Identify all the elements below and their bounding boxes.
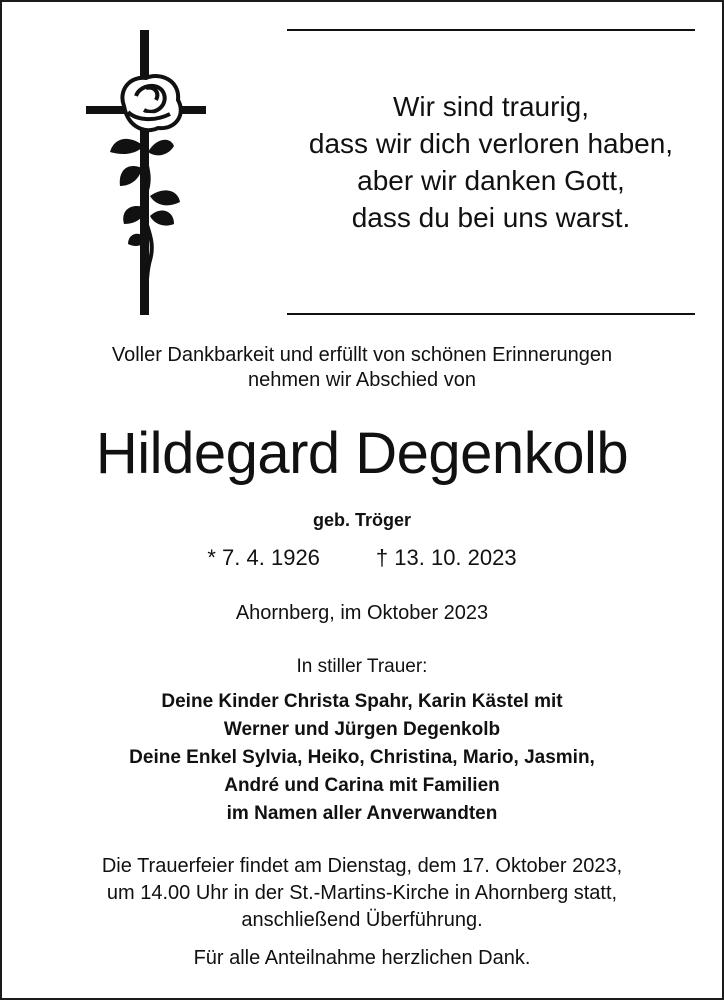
bottom-divider <box>287 313 695 315</box>
intro-line: nehmen wir Abschied von <box>248 369 476 391</box>
birth-date: * 7. 4. 1926 <box>207 545 320 570</box>
mourners-list <box>2 688 722 828</box>
mourners-label: In stiller Trauer: <box>296 656 428 677</box>
mourners-line: Deine Kinder Christa Spahr, Karin Kästel mit <box>161 691 563 712</box>
intro-text <box>2 343 722 393</box>
service-info <box>2 853 722 934</box>
deceased-name: Hildegard Degenkolb <box>95 421 629 486</box>
birth-name: geb. Tröger <box>312 510 411 530</box>
closing-thanks: Für alle Anteilnahme herzlichen Dank. <box>193 947 531 969</box>
service-line: anschließend Überführung. <box>241 909 483 931</box>
poem <box>287 88 695 236</box>
place-and-date: Ahornberg, im Oktober 2023 <box>235 602 489 624</box>
intro-line: Voller Dankbarkeit und erfüllt von schönen Erinnerungen <box>111 344 613 366</box>
top-divider <box>287 29 695 31</box>
mourners-line: Werner und Jürgen Degenkolb <box>223 719 501 740</box>
service-line: um 14.00 Uhr in der St.-Martins-Kirche in Ahornberg statt, <box>106 882 618 904</box>
poem-line: Wir sind traurig, <box>392 91 590 122</box>
death-date: † 13. 10. 2023 <box>375 545 517 570</box>
cross-with-rose-icon <box>84 28 209 318</box>
poem-line: dass du bei uns warst. <box>351 202 631 233</box>
poem-line: aber wir danken Gott, <box>357 165 625 196</box>
mourners-line: André und Carina mit Familien <box>224 775 500 796</box>
poem-line: dass wir dich verloren haben, <box>308 128 674 159</box>
life-dates <box>2 544 722 572</box>
service-line: Die Trauerfeier findet am Dienstag, dem 17. Oktober 2023, <box>101 855 623 877</box>
mourners-line: im Namen aller Anverwandten <box>226 803 498 824</box>
mourners-line: Deine Enkel Sylvia, Heiko, Christina, Mario, Jasmin, <box>129 747 595 768</box>
